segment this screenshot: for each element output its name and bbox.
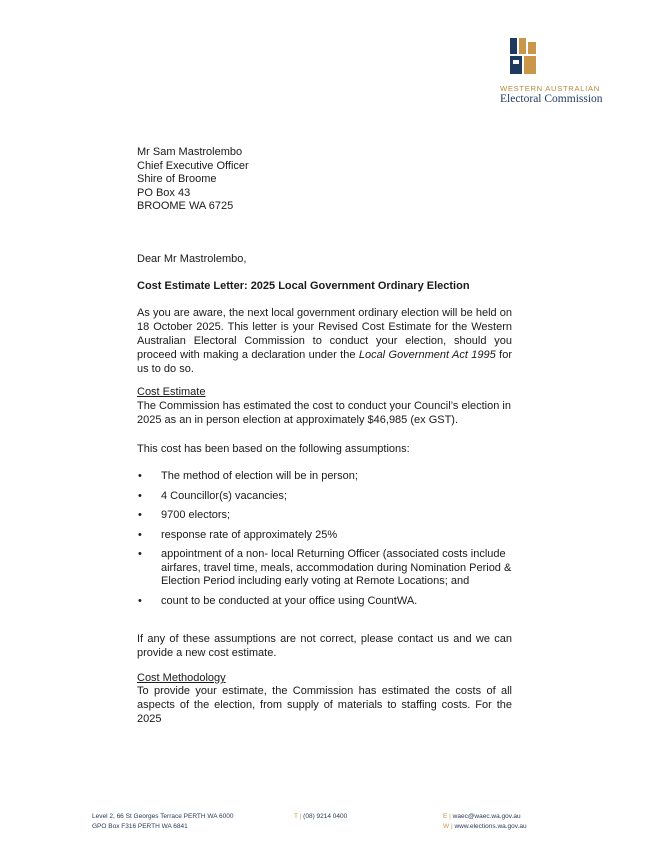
logo-line-western-australian: WESTERN AUSTRALIAN bbox=[500, 84, 600, 93]
list-item: • 9700 electors; bbox=[137, 509, 517, 523]
assumptions-list bbox=[137, 470, 517, 614]
footer-phone: T | (08) 9214 0400 bbox=[294, 813, 348, 820]
web-link[interactable]: www.elections.wa.gov.au bbox=[454, 823, 527, 830]
address-line: Chief Executive Officer bbox=[137, 159, 249, 172]
logo-line-electoral-commission: Electoral Commission bbox=[500, 93, 603, 105]
address-line: Mr Sam Mastrolembo bbox=[137, 146, 243, 158]
act-name: Local Government Act 1995 bbox=[358, 349, 496, 361]
phone-number: (08) 9214 0400 bbox=[303, 813, 348, 820]
phone-key: T bbox=[294, 813, 298, 820]
email-key: E bbox=[443, 813, 448, 820]
list-item: • response rate of approximately 25% bbox=[137, 529, 517, 543]
recipient-address bbox=[137, 146, 512, 214]
waec-emblem-icon bbox=[510, 36, 536, 76]
letter-subject: Cost Estimate Letter: 2025 Local Government Ordinary Election bbox=[137, 280, 470, 292]
web-key: W bbox=[443, 823, 450, 830]
assumptions-intro: This cost has been based on the following assumptions: bbox=[137, 443, 410, 455]
salutation: Dear Mr Mastrolembo, bbox=[137, 253, 247, 265]
address-line: Shire of Broome bbox=[137, 173, 217, 186]
list-item: • 4 Councillor(s) vacancies; bbox=[137, 490, 517, 504]
email-link[interactable]: waec@waec.wa.gov.au bbox=[452, 813, 521, 820]
list-item: • appointment of a non- local Returning Officer (associated costs include airfares, travel time, meals, accommodation during Nomination Period & Election Period including early voting at Remote Locations; and bbox=[137, 548, 517, 589]
footer-address bbox=[92, 812, 234, 832]
intro-tail: for us to do so. bbox=[137, 349, 512, 375]
footer-contact: E | waec@waec.wa.gov.au W | www.elections.wa.gov.au bbox=[443, 813, 527, 830]
cost-methodology-paragraph: To provide your estimate, the Commission has estimated the costs of all aspects of the election, from supply of materials to staffing costs. For the 2025 bbox=[137, 685, 512, 725]
intro-text: As you are aware, the next local government ordinary election will be held on 18 October 2025. This letter is your Revised Cost Estimate for the Western Australian Electoral Commission to conduct your election, should you proceed with making a declaration under the bbox=[137, 307, 512, 361]
address-line: BROOME WA 6725 bbox=[137, 200, 234, 213]
list-item: • count to be conducted at your office using CountWA. bbox=[137, 595, 517, 609]
footer-address-line: Level 2, 66 St Georges Terrace PERTH WA 6000 bbox=[92, 813, 234, 820]
address-line: PO Box 43 bbox=[137, 186, 191, 199]
footer-address-line: GPO Box F316 PERTH WA 6841 bbox=[92, 823, 188, 830]
list-item: • The method of election will be in person; bbox=[137, 470, 517, 484]
cost-estimate-heading: Cost Estimate bbox=[137, 386, 206, 398]
cost-methodology-heading: Cost Methodology bbox=[137, 672, 226, 684]
intro-paragraph bbox=[137, 306, 512, 376]
cost-estimate-paragraph: The Commission has estimated the cost to conduct your Council’s election in 2025 as an in person election at approximately $46,985 (ex GST). bbox=[137, 400, 511, 426]
contact-paragraph: If any of these assumptions are not correct, please contact us and we can provide a new cost estimate. bbox=[137, 633, 512, 659]
